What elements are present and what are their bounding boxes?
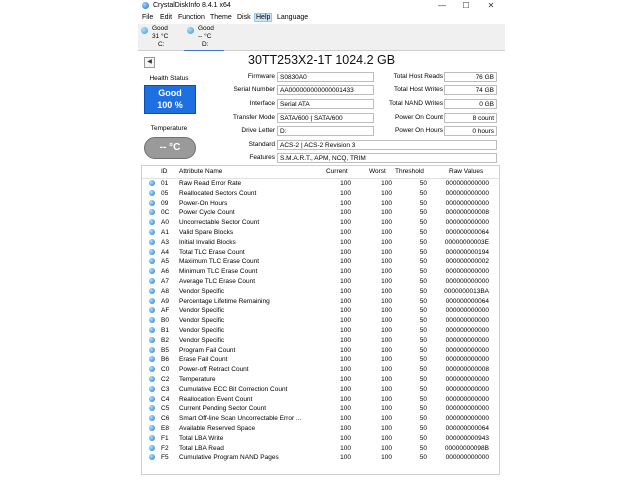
cell-current: 100 bbox=[340, 376, 351, 383]
status-ball-icon bbox=[149, 386, 155, 392]
cell-id: B6 bbox=[161, 356, 169, 364]
status-ball-icon bbox=[149, 366, 155, 372]
cell-current: 100 bbox=[340, 317, 351, 325]
cell-worst: 100 bbox=[381, 454, 392, 462]
host-writes-label: Total Host Writes bbox=[393, 86, 443, 93]
cell-worst: 100 bbox=[381, 278, 392, 285]
cell-current: 100 bbox=[340, 180, 351, 187]
table-row[interactable] bbox=[142, 238, 499, 248]
features-value: S.M.A.R.T., APM, NCQ, TRIM bbox=[277, 153, 497, 163]
cell-id: B5 bbox=[161, 346, 169, 354]
cell-attribute-name: Reallocation Event Count bbox=[179, 395, 253, 403]
features-label: Features bbox=[249, 154, 275, 161]
cell-raw-value: 000000000000 bbox=[445, 327, 489, 334]
cell-current: 100 bbox=[340, 346, 351, 354]
status-ball-icon bbox=[149, 190, 155, 196]
cell-current: 100 bbox=[340, 356, 351, 364]
transfer-mode-label: Transfer Mode bbox=[232, 114, 275, 121]
status-ball-icon bbox=[149, 288, 155, 294]
cell-worst: 100 bbox=[381, 268, 392, 276]
menu-language[interactable]: Language bbox=[277, 14, 309, 21]
title-bar bbox=[138, 0, 505, 12]
cell-threshold: 50 bbox=[419, 454, 427, 462]
cell-current: 100 bbox=[340, 425, 351, 432]
drive-d-tab[interactable] bbox=[184, 24, 224, 52]
col-id-header[interactable]: ID bbox=[161, 168, 168, 175]
cell-raw-value: 000000000064 bbox=[445, 229, 489, 236]
table-row[interactable] bbox=[142, 444, 499, 454]
cell-current: 100 bbox=[340, 238, 351, 246]
cell-attribute-name: Uncorrectable Sector Count bbox=[179, 219, 260, 227]
cell-id: C6 bbox=[161, 415, 170, 423]
cell-raw-value: 000000000000 bbox=[445, 356, 489, 364]
cell-raw-value: 000000000000 bbox=[445, 307, 489, 315]
cell-threshold: 50 bbox=[419, 327, 427, 334]
cell-threshold: 50 bbox=[419, 238, 427, 246]
drive-letter: C: bbox=[158, 41, 165, 48]
col-raw-header[interactable]: Raw Values bbox=[449, 168, 484, 175]
cell-raw-value: 000000000064 bbox=[445, 425, 489, 432]
table-row[interactable] bbox=[142, 208, 499, 218]
cell-attribute-name: Maximum TLC Erase Count bbox=[179, 258, 260, 266]
cell-worst: 100 bbox=[381, 327, 392, 334]
cell-worst: 100 bbox=[381, 336, 392, 344]
cell-worst: 100 bbox=[381, 444, 392, 452]
table-row[interactable] bbox=[142, 277, 499, 287]
main-content bbox=[138, 51, 505, 480]
status-ball-icon bbox=[149, 347, 155, 353]
menu-file[interactable]: File bbox=[142, 14, 154, 21]
cell-threshold: 50 bbox=[419, 444, 427, 452]
nand-writes-label: Total NAND Writes bbox=[388, 100, 443, 107]
cell-raw-value: 000000000008 bbox=[445, 209, 489, 217]
cell-id: C4 bbox=[161, 395, 170, 403]
cell-worst: 100 bbox=[381, 219, 392, 227]
drive-temp: 31 °C bbox=[152, 33, 169, 40]
cell-worst: 100 bbox=[381, 376, 392, 383]
cell-raw-value: 000000000000 bbox=[445, 405, 489, 413]
col-current-header[interactable]: Current bbox=[326, 168, 348, 175]
interface-value: Serial ATA bbox=[277, 99, 374, 109]
cell-current: 100 bbox=[340, 405, 351, 413]
cell-threshold: 50 bbox=[419, 278, 427, 285]
cell-id: A9 bbox=[161, 297, 169, 305]
table-row[interactable] bbox=[142, 453, 499, 463]
host-reads-value: 76 GB bbox=[444, 72, 497, 82]
cell-current: 100 bbox=[340, 395, 351, 403]
cell-threshold: 50 bbox=[419, 258, 427, 266]
menu-theme[interactable]: Theme bbox=[210, 14, 232, 21]
previous-disk-button[interactable]: ◀ bbox=[144, 57, 155, 68]
cell-current: 100 bbox=[340, 248, 351, 256]
firmware-label: Firmware bbox=[247, 73, 275, 80]
cell-worst: 100 bbox=[381, 209, 392, 217]
status-ball-icon bbox=[149, 180, 155, 186]
cell-threshold: 50 bbox=[419, 385, 427, 393]
cell-attribute-name: Vendor Specific bbox=[179, 307, 225, 315]
table-row[interactable] bbox=[142, 189, 499, 199]
table-row[interactable] bbox=[142, 434, 499, 444]
cell-worst: 100 bbox=[381, 415, 392, 423]
cell-raw-value: 000000000000 bbox=[445, 454, 489, 462]
status-ball-icon bbox=[149, 278, 155, 284]
cell-worst: 100 bbox=[381, 229, 392, 236]
cell-raw-value: 000000000000 bbox=[445, 385, 489, 393]
cell-attribute-name: Program Fail Count bbox=[179, 346, 236, 354]
cell-raw-value: 00000000003E bbox=[444, 238, 489, 246]
power-on-count-value: 8 count bbox=[444, 113, 497, 123]
disk-model-title: 30TT253X2-1T 1024.2 GB bbox=[248, 53, 396, 67]
status-ball-icon bbox=[149, 249, 155, 255]
col-threshold-header[interactable]: Threshold bbox=[395, 168, 424, 175]
cell-id: 01 bbox=[161, 180, 169, 187]
drive-letter-value: D: bbox=[277, 126, 374, 136]
cell-worst: 100 bbox=[381, 317, 392, 325]
serial-label: Serial Number bbox=[233, 86, 275, 93]
cell-worst: 100 bbox=[381, 287, 392, 295]
transfer-mode-value: SATA/600 | SATA/600 bbox=[277, 113, 374, 123]
cell-attribute-name: Raw Read Error Rate bbox=[179, 180, 242, 187]
cell-worst: 100 bbox=[381, 199, 392, 207]
cell-current: 100 bbox=[340, 297, 351, 305]
cell-raw-value: 000000000064 bbox=[445, 297, 489, 305]
cell-id: A7 bbox=[161, 278, 169, 285]
cell-attribute-name: Smart Off-line Scan Uncorrectable Error ... bbox=[179, 415, 302, 423]
table-row[interactable] bbox=[142, 395, 499, 405]
cell-attribute-name: Valid Spare Blocks bbox=[179, 229, 234, 236]
status-ball-icon bbox=[149, 425, 155, 431]
cell-raw-value: 000000000943 bbox=[445, 434, 489, 442]
temperature-badge: -- °C bbox=[144, 137, 196, 159]
cell-worst: 100 bbox=[381, 434, 392, 442]
cell-id: F1 bbox=[161, 434, 169, 442]
power-on-hours-value: 0 hours bbox=[444, 126, 497, 136]
menu-bar bbox=[138, 13, 505, 24]
table-row[interactable] bbox=[142, 365, 499, 375]
cell-raw-value: 000000000000 bbox=[445, 415, 489, 423]
table-row[interactable] bbox=[142, 306, 499, 316]
cell-threshold: 50 bbox=[419, 356, 427, 364]
smart-attributes-table[interactable] bbox=[141, 165, 500, 475]
cell-attribute-name: Vendor Specific bbox=[179, 287, 225, 295]
cell-raw-value: 000000000000 bbox=[445, 199, 489, 207]
host-writes-value: 74 GB bbox=[444, 85, 497, 95]
cell-threshold: 50 bbox=[419, 425, 427, 432]
cell-attribute-name: Vendor Specific bbox=[179, 317, 225, 325]
status-ball-icon bbox=[149, 317, 155, 323]
cell-attribute-name: Average TLC Erase Count bbox=[179, 278, 255, 285]
menu-function[interactable]: Function bbox=[178, 14, 205, 21]
host-reads-label: Total Host Reads bbox=[393, 73, 443, 80]
cell-threshold: 50 bbox=[419, 346, 427, 354]
cell-current: 100 bbox=[340, 366, 351, 374]
cell-current: 100 bbox=[340, 199, 351, 207]
drive-status: Good bbox=[152, 25, 168, 32]
cell-id: 09 bbox=[161, 199, 169, 207]
table-row[interactable] bbox=[142, 287, 499, 297]
cell-worst: 100 bbox=[381, 385, 392, 393]
cell-raw-value: 000000000000 bbox=[445, 278, 489, 285]
window-title: CrystalDiskInfo 8.4.1 x64 bbox=[153, 2, 231, 9]
status-ball-icon bbox=[141, 27, 148, 34]
status-ball-icon bbox=[149, 219, 155, 225]
cell-raw-value: 000000000000 bbox=[445, 336, 489, 344]
status-ball-icon bbox=[149, 229, 155, 235]
table-row[interactable] bbox=[142, 346, 499, 356]
cell-current: 100 bbox=[340, 268, 351, 276]
drive-letter-label: Drive Letter bbox=[241, 127, 275, 134]
crystaldiskinfo-window bbox=[138, 0, 505, 480]
cell-threshold: 50 bbox=[419, 395, 427, 403]
cell-raw-value: 000000000000 bbox=[445, 189, 489, 197]
cell-id: 05 bbox=[161, 189, 169, 197]
menu-edit[interactable]: Edit bbox=[160, 14, 173, 21]
cell-attribute-name: Cumulative ECC Bit Correction Count bbox=[179, 385, 288, 393]
cell-threshold: 50 bbox=[419, 415, 427, 423]
cell-threshold: 50 bbox=[419, 434, 427, 442]
status-ball-icon bbox=[149, 258, 155, 264]
cell-raw-value: 000000000002 bbox=[445, 258, 489, 266]
cell-id: A3 bbox=[161, 238, 169, 246]
cell-threshold: 50 bbox=[419, 180, 427, 187]
standard-label: Standard bbox=[248, 141, 275, 148]
app-icon bbox=[142, 2, 149, 9]
cell-worst: 100 bbox=[381, 307, 392, 315]
cell-id: B2 bbox=[161, 336, 169, 344]
cell-worst: 100 bbox=[381, 258, 392, 266]
cell-id: A1 bbox=[161, 229, 169, 236]
cell-threshold: 50 bbox=[419, 405, 427, 413]
cell-worst: 100 bbox=[381, 180, 392, 187]
cell-id: 0C bbox=[161, 209, 170, 217]
cell-threshold: 50 bbox=[419, 366, 427, 374]
cell-raw-value: 00000000098B bbox=[444, 444, 489, 452]
cell-raw-value: 000000000000 bbox=[445, 346, 489, 354]
cell-worst: 100 bbox=[381, 248, 392, 256]
cell-id: A8 bbox=[161, 287, 169, 295]
cell-raw-value: 000000000000 bbox=[445, 376, 489, 383]
nand-writes-value: 0 GB bbox=[444, 99, 497, 109]
cell-threshold: 50 bbox=[419, 248, 427, 256]
cell-threshold: 50 bbox=[419, 199, 427, 207]
table-row[interactable] bbox=[142, 228, 499, 238]
status-ball-icon bbox=[149, 376, 155, 382]
status-ball-icon bbox=[149, 298, 155, 304]
status-ball-icon bbox=[149, 405, 155, 411]
cell-id: F5 bbox=[161, 454, 169, 462]
cell-attribute-name: Power Cycle Count bbox=[179, 209, 235, 217]
status-ball-icon bbox=[149, 307, 155, 313]
cell-attribute-name: Vendor Specific bbox=[179, 336, 225, 344]
cell-id: A5 bbox=[161, 258, 169, 266]
table-row[interactable] bbox=[142, 424, 499, 434]
table-row[interactable] bbox=[142, 297, 499, 307]
col-name-header[interactable]: Attribute Name bbox=[179, 168, 223, 175]
cell-id: C3 bbox=[161, 385, 170, 393]
cell-attribute-name: Reallocated Sectors Count bbox=[179, 189, 257, 197]
cell-threshold: 50 bbox=[419, 307, 427, 315]
cell-attribute-name: Current Pending Sector Count bbox=[179, 405, 267, 413]
status-ball-icon bbox=[187, 27, 194, 34]
cell-id: AF bbox=[161, 307, 170, 315]
drive-c-tab[interactable] bbox=[138, 24, 178, 50]
cell-current: 100 bbox=[340, 258, 351, 266]
cell-threshold: 50 bbox=[419, 376, 427, 383]
cell-raw-value: 000000000000 bbox=[445, 395, 489, 403]
table-row[interactable] bbox=[142, 257, 499, 267]
cell-threshold: 50 bbox=[419, 297, 427, 305]
table-row[interactable] bbox=[142, 267, 499, 277]
cell-threshold: 50 bbox=[419, 229, 427, 236]
cell-current: 100 bbox=[340, 336, 351, 344]
cell-raw-value: 000000000000 bbox=[445, 180, 489, 187]
table-row[interactable] bbox=[142, 199, 499, 209]
drive-selector-bar bbox=[138, 24, 505, 51]
status-ball-icon bbox=[149, 415, 155, 421]
cell-threshold: 50 bbox=[419, 268, 427, 276]
col-worst-header[interactable]: Worst bbox=[369, 168, 386, 175]
cell-id: A4 bbox=[161, 248, 169, 256]
cell-current: 100 bbox=[340, 229, 351, 236]
menu-disk[interactable]: Disk bbox=[237, 14, 251, 21]
cell-attribute-name: Vendor Specific bbox=[179, 327, 225, 334]
cell-worst: 100 bbox=[381, 405, 392, 413]
cell-attribute-name: Initial Invalid Blocks bbox=[179, 238, 236, 246]
cell-current: 100 bbox=[340, 385, 351, 393]
status-ball-icon bbox=[149, 396, 155, 402]
status-ball-icon bbox=[149, 445, 155, 451]
status-ball-icon bbox=[149, 200, 155, 206]
menu-help[interactable]: Help bbox=[256, 14, 271, 21]
cell-id: B0 bbox=[161, 317, 169, 325]
cell-attribute-name: Total TLC Erase Count bbox=[179, 248, 245, 256]
cell-worst: 100 bbox=[381, 425, 392, 432]
table-row[interactable] bbox=[142, 316, 499, 326]
cell-attribute-name: Percentage Lifetime Remaining bbox=[179, 297, 270, 305]
table-row[interactable] bbox=[142, 179, 499, 189]
status-ball-icon bbox=[149, 356, 155, 362]
cell-threshold: 50 bbox=[419, 336, 427, 344]
cell-raw-value: 000000000000 bbox=[445, 219, 489, 227]
health-status-text: Good bbox=[158, 88, 182, 98]
cell-worst: 100 bbox=[381, 189, 392, 197]
cell-worst: 100 bbox=[381, 297, 392, 305]
cell-raw-value: 000000000194 bbox=[445, 248, 489, 256]
status-ball-icon bbox=[149, 268, 155, 274]
drive-letter: D: bbox=[202, 41, 209, 48]
cell-id: C0 bbox=[161, 366, 170, 374]
temperature-label: Temperature bbox=[150, 125, 188, 132]
serial-value: AA000000000000001433 bbox=[277, 85, 374, 95]
cell-current: 100 bbox=[340, 327, 351, 334]
drive-status: Good bbox=[198, 25, 214, 32]
cell-current: 100 bbox=[340, 278, 351, 285]
cell-current: 100 bbox=[340, 307, 351, 315]
cell-threshold: 50 bbox=[419, 219, 427, 227]
cell-threshold: 50 bbox=[419, 287, 427, 295]
cell-current: 100 bbox=[340, 209, 351, 217]
health-status-label: Health Status bbox=[149, 75, 189, 82]
cell-current: 100 bbox=[340, 454, 351, 462]
cell-attribute-name: Erase Fail Count bbox=[179, 356, 228, 364]
cell-id: F2 bbox=[161, 444, 169, 452]
cell-worst: 100 bbox=[381, 356, 392, 364]
cell-worst: 100 bbox=[381, 238, 392, 246]
table-row[interactable] bbox=[142, 218, 499, 228]
maximize-button[interactable]: ☐ bbox=[462, 1, 470, 10]
standard-value: ACS-2 | ACS-2 Revision 3 bbox=[277, 140, 497, 150]
cell-current: 100 bbox=[340, 415, 351, 423]
table-row[interactable] bbox=[142, 326, 499, 336]
table-row[interactable] bbox=[142, 248, 499, 258]
table-row[interactable] bbox=[142, 355, 499, 365]
cell-attribute-name: Total LBA Write bbox=[179, 434, 224, 442]
table-row[interactable] bbox=[142, 404, 499, 414]
cell-worst: 100 bbox=[381, 366, 392, 374]
status-ball-icon bbox=[149, 239, 155, 245]
cell-id: C5 bbox=[161, 405, 170, 413]
cell-id: C2 bbox=[161, 376, 170, 383]
cell-current: 100 bbox=[340, 219, 351, 227]
cell-id: E8 bbox=[161, 425, 169, 432]
cell-worst: 100 bbox=[381, 395, 392, 403]
cell-attribute-name: Available Reserved Space bbox=[179, 425, 256, 432]
cell-attribute-name: Temperature bbox=[179, 376, 216, 383]
cell-worst: 100 bbox=[381, 346, 392, 354]
cell-threshold: 50 bbox=[419, 317, 427, 325]
cell-attribute-name: Power-On Hours bbox=[179, 199, 228, 207]
cell-attribute-name: Power-off Retract Count bbox=[179, 366, 249, 374]
drive-temp: -- °C bbox=[198, 33, 212, 40]
cell-raw-value: 000000000000 bbox=[445, 268, 489, 276]
power-on-count-label: Power On Count bbox=[394, 114, 443, 121]
status-ball-icon bbox=[149, 337, 155, 343]
cell-threshold: 50 bbox=[419, 209, 427, 217]
status-ball-icon bbox=[149, 435, 155, 441]
cell-raw-value: 000000000000 bbox=[445, 317, 489, 325]
cell-id: A0 bbox=[161, 219, 169, 227]
table-row[interactable] bbox=[142, 385, 499, 395]
cell-raw-value: 000000000008 bbox=[445, 366, 489, 374]
table-row[interactable] bbox=[142, 414, 499, 424]
cell-id: B1 bbox=[161, 327, 169, 334]
firmware-value: S0830A0 bbox=[277, 72, 374, 82]
close-button[interactable]: ✕ bbox=[487, 1, 495, 10]
cell-attribute-name: Total LBA Read bbox=[179, 444, 224, 452]
status-ball-icon bbox=[149, 327, 155, 333]
power-on-hours-label: Power On Hours bbox=[394, 127, 443, 134]
health-percent-text: 100 % bbox=[157, 100, 183, 110]
status-ball-icon bbox=[149, 209, 155, 215]
cell-attribute-name: Cumulative Program NAND Pages bbox=[179, 454, 279, 462]
cell-current: 100 bbox=[340, 287, 351, 295]
minimize-button[interactable]: — bbox=[438, 1, 446, 10]
cell-id: A6 bbox=[161, 268, 169, 276]
health-status-badge[interactable] bbox=[144, 85, 196, 114]
cell-current: 100 bbox=[340, 434, 351, 442]
cell-current: 100 bbox=[340, 444, 351, 452]
cell-threshold: 50 bbox=[419, 189, 427, 197]
cell-raw-value: 0000000013BA bbox=[444, 287, 489, 295]
cell-current: 100 bbox=[340, 189, 351, 197]
table-row[interactable] bbox=[142, 336, 499, 346]
status-ball-icon bbox=[149, 454, 155, 460]
interface-label: Interface bbox=[249, 100, 275, 107]
cell-attribute-name: Minimum TLC Erase Count bbox=[179, 268, 258, 276]
table-header bbox=[142, 166, 499, 179]
table-row[interactable] bbox=[142, 375, 499, 385]
